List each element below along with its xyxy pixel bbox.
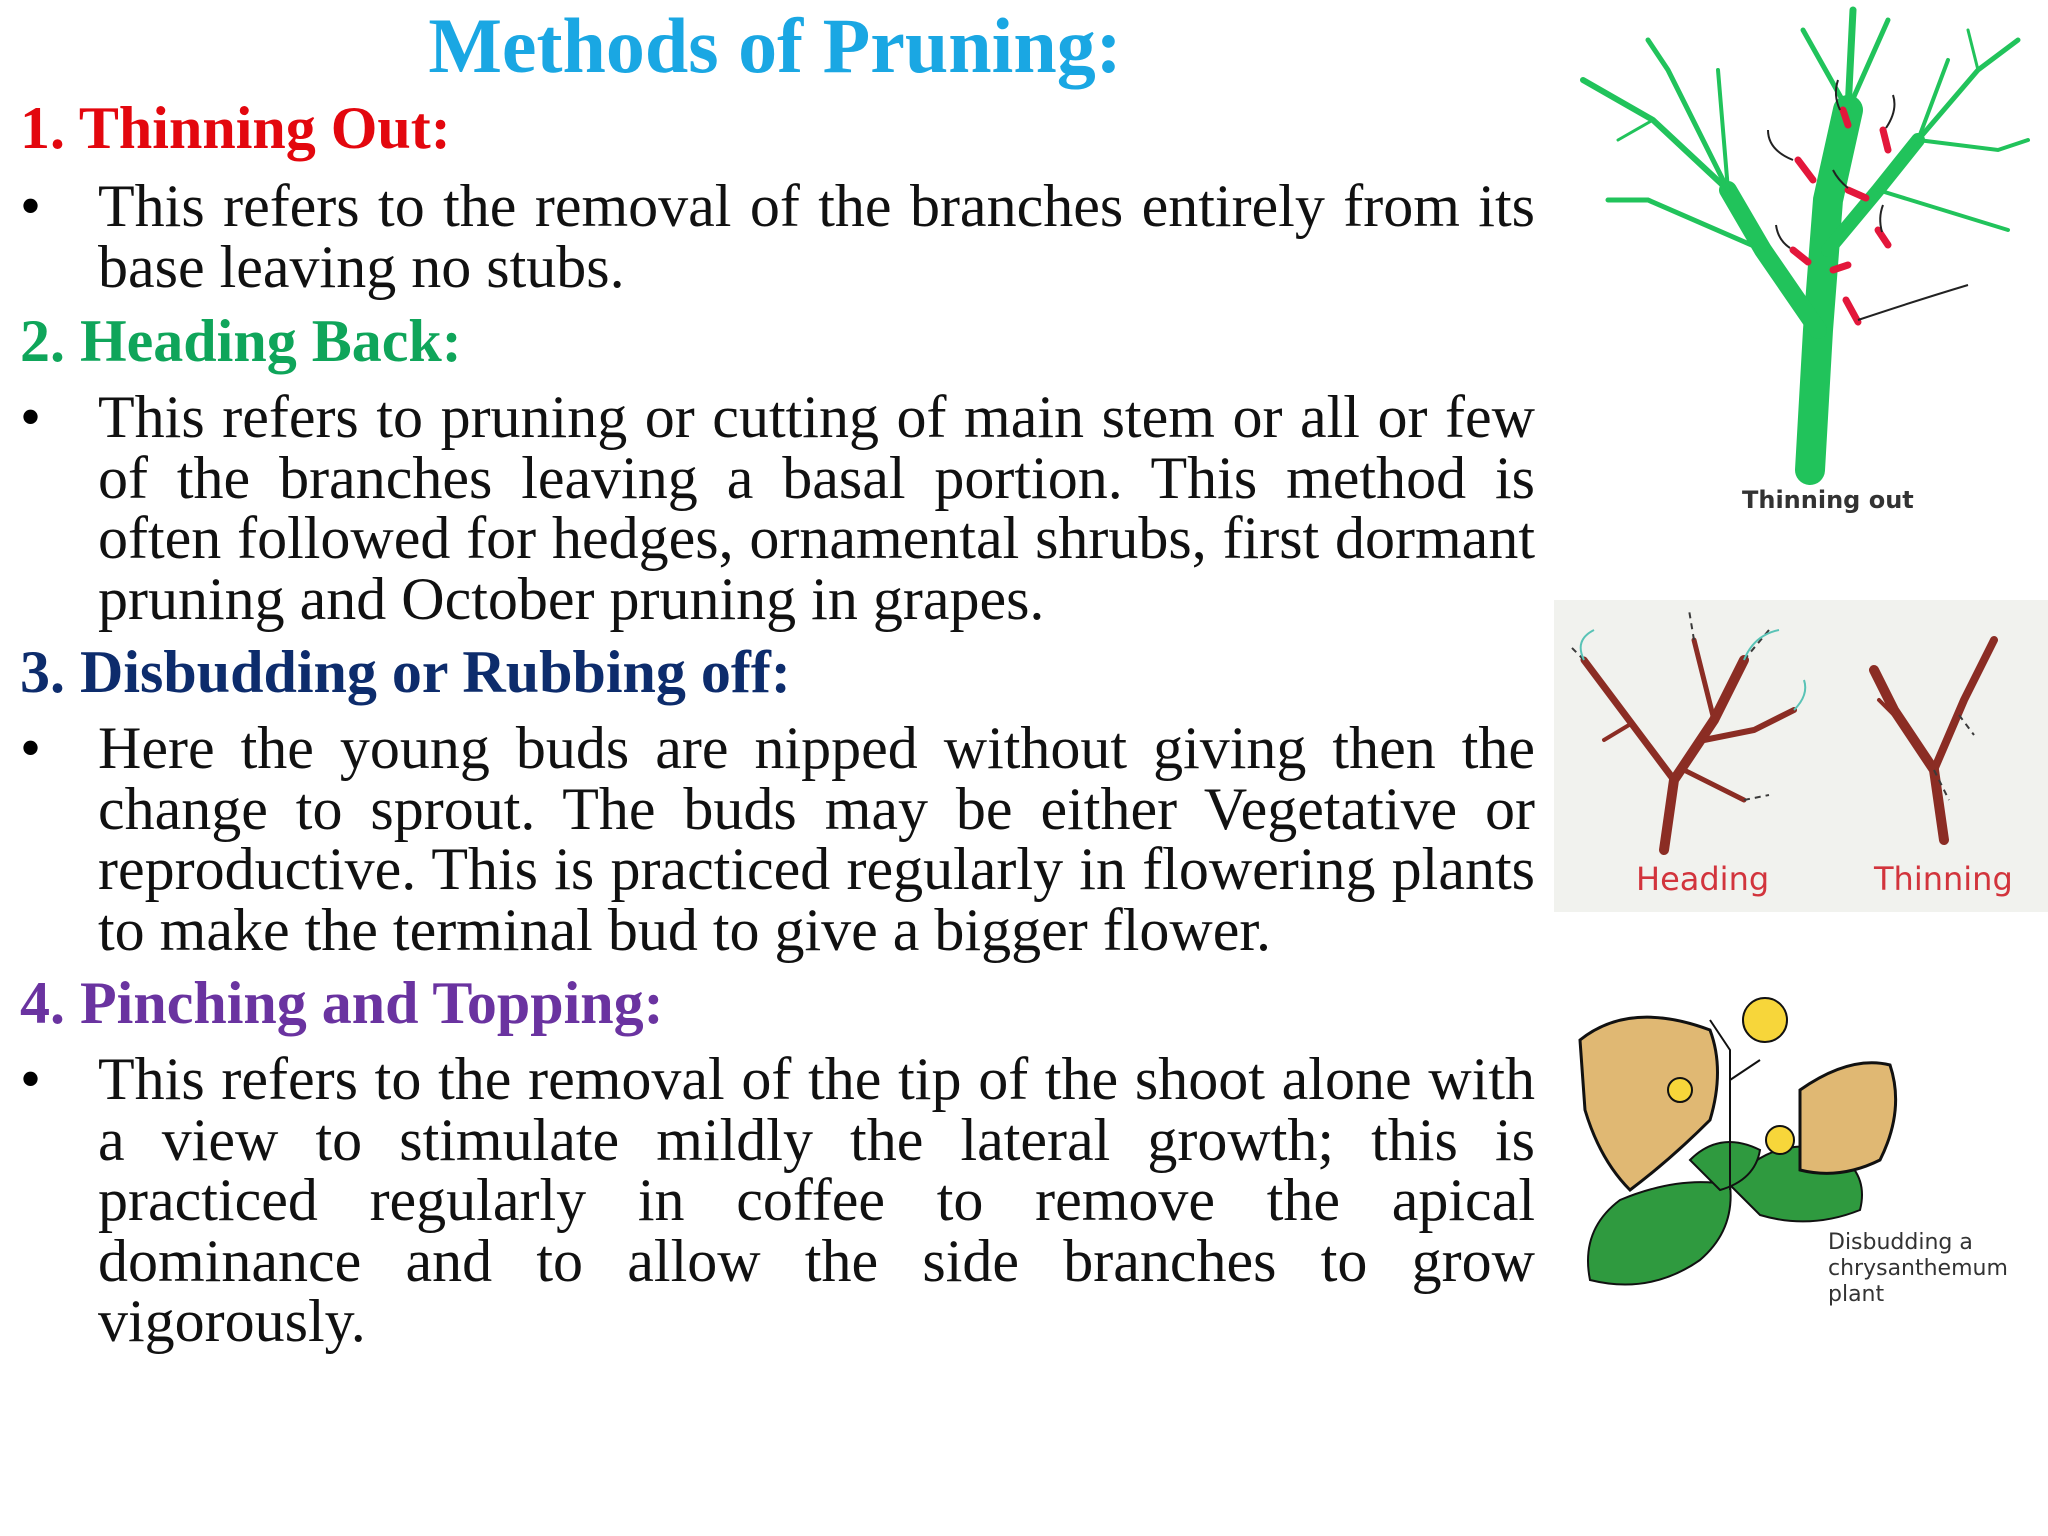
bullet-marker: • (20, 1046, 42, 1112)
bullet-marker: • (20, 384, 42, 450)
heading-heading-back: 2. Heading Back: (20, 308, 462, 374)
figure-thinning-out (1548, 0, 2048, 530)
disbudding-image (1560, 960, 2048, 1300)
heading-label: Heading (1636, 860, 1770, 898)
bullet-marker: • (20, 173, 42, 239)
heading-pinching-topping: 4. Pinching and Topping: (20, 970, 664, 1036)
figure-disbudding (1560, 960, 2048, 1307)
paragraph-thinning-out: This refers to the removal of the branches entirely from its base leaving no stubs. (98, 173, 1535, 300)
heading-disbudding: 3. Disbudding or Rubbing off: (20, 639, 791, 705)
disbudding-caption-line2: chrysanthemum plant (1828, 1256, 2008, 1307)
bullet-marker: • (20, 715, 42, 781)
heading-thinning-out: 1. Thinning Out: (20, 95, 451, 161)
paragraph-heading-back: This refers to pruning or cutting of main stem or all or few of the branches leaving a basal portion. This method is often followed for hedges, ornamental shrubs, first dormant pruning and October pruning in grapes. (98, 384, 1535, 632)
thinning-out-caption: Thinning out (1742, 486, 1914, 514)
paragraph-disbudding: Here the young buds are nipped without giving then the change to sprout. The buds may be either Vegetative or reproductive. This is practiced regularly in flowering plants to make the terminal bud to give a bigger flower. (98, 715, 1535, 963)
disbudding-caption-line1: Disbudding a (1828, 1230, 1973, 1255)
thinning-out-tree-image (1548, 0, 2048, 530)
thinning-label: Thinning (1874, 860, 2013, 898)
page-title: Methods of Pruning: (428, 2, 1122, 89)
figure-heading-thinning (1554, 600, 2048, 912)
paragraph-pinching-topping: This refers to the removal of the tip of the shoot alone with a view to stimulate mildly the lateral growth; this is practiced regularly in coffee to remove the apical dominance and to allow the side branches to grow vigorously. (98, 1046, 1535, 1354)
